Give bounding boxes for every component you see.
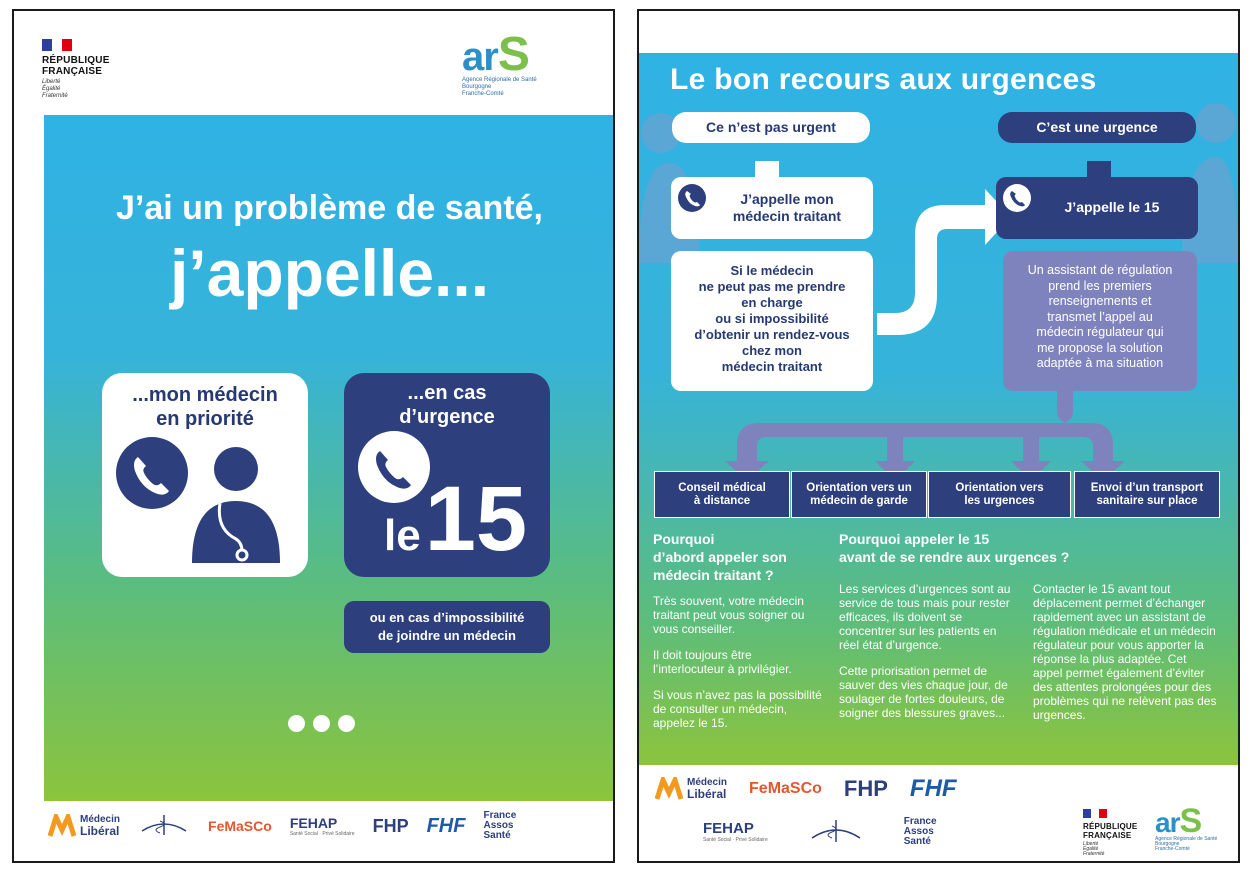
column-services-urgences xyxy=(839,572,1019,720)
fehap-logo xyxy=(290,816,355,837)
outcome-3-line-1: Orientation vers xyxy=(955,481,1044,494)
card-impossibilite-line-1: ou en cas d’impossibilité xyxy=(369,610,525,625)
outcome-4-line-2: sanitaire sur place xyxy=(1096,494,1198,507)
arrow-split-outcomes xyxy=(725,391,1125,481)
fhf-text: FHF xyxy=(426,815,466,837)
outcome-4-line-1: Envoi d’un transport xyxy=(1090,481,1204,494)
motto-fraternite: Fraternité xyxy=(42,93,68,99)
rf-line-1: RÉPUBLIQUE xyxy=(1083,822,1138,831)
col1-paragraph-3: Si vous n’avez pas la possibilité de consulter un médecin, appelez le 15. xyxy=(653,688,822,730)
if-doctor-line-1: Si le médecin xyxy=(730,263,814,278)
outcome-2-line-1: Orientation vers un xyxy=(806,481,912,494)
phone-icon xyxy=(114,435,190,511)
fehap-sub: Santé Social · Privé Solidaire xyxy=(703,837,768,843)
call-doctor-line-2: médecin traitant xyxy=(732,208,842,224)
fehap-text: FEHAP xyxy=(703,820,754,837)
le-15 xyxy=(384,468,528,570)
col2-paragraph-1: Les services d’urgences sont au service de tous mais pour rester efficaces, ils doivent se concentrer sur les patients en réel état d’urgence. xyxy=(839,582,1011,652)
fehap-text: FEHAP xyxy=(289,814,338,831)
rf-line-1: RÉPUBLIQUE xyxy=(42,55,110,66)
col1-heading-3: médecin traitant ? xyxy=(653,567,774,583)
dot xyxy=(288,715,305,732)
ars-line-1: Agence Régionale de Santé xyxy=(462,77,537,83)
call-15-text: J’appelle le 15 xyxy=(1064,199,1160,215)
rf-line-2: FRANÇAISE xyxy=(1083,831,1132,840)
if-doctor-line-7: médecin traitant xyxy=(721,359,823,374)
ellipsis-dots xyxy=(288,715,355,732)
liberal-text: Libéral xyxy=(80,824,120,838)
box-assistant xyxy=(1003,251,1197,391)
col2-heading-2: avant de se rendre aux urgences ? xyxy=(839,549,1070,565)
motto-fraternite: Fraternité xyxy=(1083,851,1105,857)
ordre-medecins-logo xyxy=(808,818,864,846)
ars-line-1: Agence Régionale de Santé xyxy=(1155,836,1218,842)
femasco-logo xyxy=(208,819,272,833)
partner-logos-row-1 xyxy=(655,777,957,801)
card-medecin xyxy=(102,373,308,577)
dot xyxy=(313,715,330,732)
ars-logo xyxy=(462,28,537,98)
france-assos-logo xyxy=(483,811,516,841)
box-if-doctor xyxy=(671,251,873,391)
partner-logos xyxy=(48,811,588,841)
doctor-icon xyxy=(184,445,288,563)
ars-s: S xyxy=(497,28,529,81)
assistant-line-4: transmet l’appel au xyxy=(1047,309,1153,324)
col1-paragraph-2: Il doit toujours être l’interlocuteur à privilégier. xyxy=(653,648,792,676)
outcome-medecin-garde xyxy=(791,471,927,518)
liberal-text: Libéral xyxy=(687,787,727,801)
motto-liberte: Liberté xyxy=(1083,841,1099,847)
assistant-line-1: Un assistant de régulation xyxy=(1027,263,1173,277)
fehap-sub: Santé Social · Privé Solidaire xyxy=(289,830,355,837)
rf-line-2: FRANÇAISE xyxy=(42,66,103,77)
card-medecin-line-2: en priorité xyxy=(156,408,254,430)
fhf-text: FHF xyxy=(909,775,957,802)
if-doctor-line-6: chez mon xyxy=(742,343,802,358)
ars-line-2: Bourgogne xyxy=(1155,841,1180,847)
ars-word: ar xyxy=(462,35,498,79)
card-urgence-line-2: d’urgence xyxy=(399,406,495,428)
medecin-liberal-logo xyxy=(655,777,727,801)
france-text: France xyxy=(483,810,517,821)
medecin-liberal-icon xyxy=(48,814,76,838)
motto-liberte: Liberté xyxy=(42,79,61,85)
col2-paragraph-2: Cette priorisation permet de sauver des vies chaque jour, de soulager de fortes douleurs, de soigner des blessures graves... xyxy=(839,664,1008,720)
headline-line-2: j’appelle... xyxy=(169,236,490,310)
number-15: 15 xyxy=(424,468,528,570)
medecin-text: Médecin xyxy=(80,814,121,825)
fhp-logo xyxy=(373,817,409,835)
france-text: France xyxy=(903,816,937,827)
fhf-logo xyxy=(910,777,957,801)
assistant-line-7: adaptée à ma situation xyxy=(1036,356,1164,370)
headline-line-1: J’ai un problème de santé, xyxy=(115,189,543,227)
right-title: Le bon recours aux urgences xyxy=(670,63,1097,96)
medecin-liberal-logo xyxy=(48,814,120,838)
left-poster xyxy=(12,9,615,863)
assistant-line-5: médecin régulateur qui xyxy=(1036,325,1164,339)
ars-logo xyxy=(1155,802,1218,852)
card-urgence xyxy=(344,373,550,577)
card-impossibilite xyxy=(344,601,550,653)
femasco-logo xyxy=(749,781,822,797)
medecin-liberal-icon xyxy=(655,777,683,801)
fhf-logo xyxy=(427,816,466,836)
motto-egalite: Égalité xyxy=(1083,846,1099,852)
outcome-urgences xyxy=(928,471,1071,518)
card-urgence-line-1: ...en cas xyxy=(407,382,487,404)
ars-line-3: Franche-Comté xyxy=(462,91,504,97)
le-text: le xyxy=(384,511,421,560)
arrow-to-15 xyxy=(877,189,1011,335)
pill-not-urgent: Ce n’est pas urgent xyxy=(672,112,870,143)
outcome-conseil xyxy=(654,471,790,518)
sante-text: Santé xyxy=(903,836,931,847)
column-contacter-15 xyxy=(1033,572,1219,722)
col1-heading-2: d’abord appeler son xyxy=(653,549,787,565)
card-medecin-line-1: ...mon médecin xyxy=(132,384,278,406)
french-flag-icon xyxy=(42,39,72,51)
right-gradient-panel xyxy=(639,53,1238,765)
outcome-1-line-1: Conseil médical xyxy=(678,481,766,494)
fhp-text: FHP xyxy=(372,816,409,836)
france-assos-logo xyxy=(904,817,937,847)
col2-heading-1: Pourquoi appeler le 15 xyxy=(839,531,990,547)
republique-francaise-logo xyxy=(1083,809,1137,857)
femasco-text: FeMaSCo xyxy=(208,818,272,834)
pill-urgent: C’est une urgence xyxy=(998,112,1196,143)
medecin-text: Médecin xyxy=(687,777,728,788)
if-doctor-line-4: ou si impossibilité xyxy=(715,311,829,326)
fhp-logo xyxy=(844,778,888,800)
assistant-line-6: me propose la solution xyxy=(1037,340,1163,355)
outcome-3-line-2: les urgences xyxy=(964,494,1035,507)
col1-heading-1: Pourquoi xyxy=(653,531,715,547)
ordre-medecins-logo xyxy=(138,813,190,839)
left-gradient-panel xyxy=(44,115,615,801)
assos-text: Assos xyxy=(483,820,514,831)
outcome-2-line-2: médecin de garde xyxy=(810,494,908,507)
card-impossibilite-line-2: de joindre un médecin xyxy=(378,628,516,643)
republique-francaise-logo xyxy=(42,39,110,100)
col3-paragraph-1: Contacter le 15 avant tout déplacement permet d’échanger rapidement avec un assistant de régulation médicale et un médecin régulateur pour vous apporter la réponse la plus adaptée. Cet appel permet également d’éviter des attentes prolongées pour des problèmes qui ne relèvent pas des urgences. xyxy=(1033,582,1217,722)
col1-paragraph-1: Très souvent, votre médecin traitant peut vous soigner ou vous conseiller. xyxy=(653,594,805,636)
french-flag-icon xyxy=(1083,809,1107,818)
motto-egalite: Égalité xyxy=(42,86,61,92)
ars-word: ar xyxy=(1155,807,1180,838)
outcome-1-line-2: à distance xyxy=(693,494,751,507)
assistant-line-2: prend les premiers xyxy=(1048,278,1152,293)
box-call-doctor xyxy=(671,177,873,239)
sante-text: Santé xyxy=(483,830,511,841)
if-doctor-line-3: en charge xyxy=(741,295,803,310)
fehap-logo xyxy=(703,821,768,843)
ars-line-3: Franche-Comté xyxy=(1155,846,1190,852)
column-pourquoi-15 xyxy=(839,530,1219,566)
ars-s: S xyxy=(1179,802,1202,840)
right-poster xyxy=(637,9,1240,863)
ars-line-2: Bourgogne xyxy=(462,84,492,90)
outcome-transport xyxy=(1074,471,1220,518)
partner-logos-row-2 xyxy=(703,817,937,847)
if-doctor-line-2: ne peut pas me prendre xyxy=(698,279,846,294)
assos-text: Assos xyxy=(903,826,934,837)
if-doctor-line-5: d’obtenir un rendez-vous xyxy=(694,327,850,342)
femasco-text: FeMaSCo xyxy=(749,780,822,797)
box-call-15 xyxy=(996,177,1198,239)
fhp-text: FHP xyxy=(843,776,888,801)
call-doctor-line-1: J’appelle mon xyxy=(740,191,834,207)
assistant-line-3: renseignements et xyxy=(1048,294,1152,308)
dot xyxy=(338,715,355,732)
column-medecin-traitant xyxy=(653,530,825,730)
